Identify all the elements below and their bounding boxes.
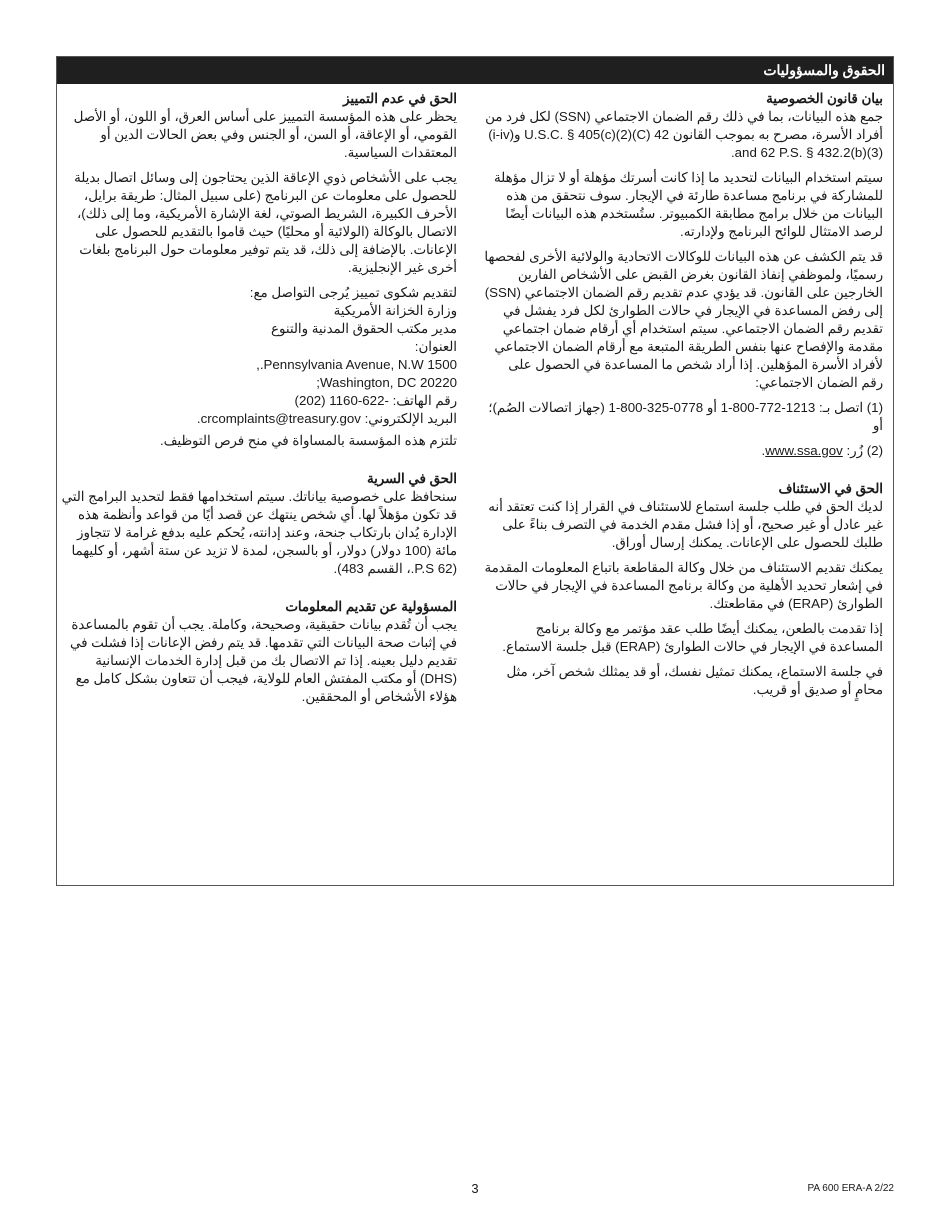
appeal-paragraph-2: يمكنك تقديم الاستئناف من خلال وكالة المقاطعة باتباع المعلومات المقدمة في إشعار تحديد الأهلية من وكالة برنامج المساعدة في الإيجار في حالات الطوارئ (ERAP) في مقاطعتك. [484,560,883,611]
privacy-paragraph-3: قد يتم الكشف عن هذه البيانات للوكالات الاتحادية والولائية الأخرى لفحصها رسميًا، ولموظفي إنفاذ القانون بغرض القبض على الأشخاص الفارين الخارجين على القانون. قد يؤدي عدم تقديم رقم الضمان الاجتماعي (SSN) إلى رفض المساعدة في الإيجار في حالات الطوارئ لكل فرد يفشل في تقديم رقم الضمان الاجتماعي. سيتم استخدام أي أرقام ضمان اجتماعي مقدمة والإفصاح عنها بنفس الطريقة المتبعة مع أرقام الضمان الاجتماعي لأفراد الأسرة المؤهلين. إذا أراد شخص ما المساعدة في الحصول على رقم الضمان الاجتماعي: [484,249,883,390]
right-column [483,90,883,706]
contact-office: مدير مكتب الحقوق المدنية والتنوع [271,321,457,336]
ssa-website-link[interactable]: www.ssa.gov [765,443,843,458]
rights-box [56,56,894,886]
page-number: 3 [471,1181,479,1196]
address-line-2: Washington, DC 20220; [316,375,457,390]
complaint-contact [59,284,457,428]
address-line-1: 1500 Pennsylvania Avenue, N.W., [256,357,457,372]
left-column [59,90,457,713]
nondiscrimination-paragraph-2: يجب على الأشخاص ذوي الإعاقة الذين يحتاجون إلى وسائل اتصال بديلة للحصول على معلومات عن البرنامج (على سبيل المثال: طريقة برايل، الأحرف الكبيرة، الشريط الصوتي، لغة الإشارة الأمريكية، وما إلى ذلك)، الاتصال بالوكالة (الولائية أو محليًا) حيث قاموا بالتقديم للحصول على الإعانات. بالإضافة إلى ذلك، قد يتم توفير معلومات حول البرنامج بلغات أخرى غير الإنجليزية. [74,170,457,275]
contact-organization: وزارة الخزانة الأمريكية [333,303,457,318]
section-title: الحقوق والمسؤوليات [57,57,893,84]
ssn-web-prefix: (2) زُر: [842,443,883,458]
nondiscrimination-paragraph-1: يحظر على هذه المؤسسة التمييز على أساس العرق، أو اللون، أو الأصل القومي، أو الإعاقة، أو السن، أو الجنس وفي بعض الحالات الدين أو المعتقدات السياسية. [73,109,457,160]
nondiscrimination-heading: الحق في عدم التمييز [343,91,457,106]
privacy-paragraph-1: جمع هذه البيانات، بما في ذلك رقم الضمان الاجتماعي (SSN) لكل فرد من أفراد الأسرة، مصرح به بموجب القانون 42 U.S.C. § 405(c)(2)(C) و(i-iv) and 62 P.S. § 432.2(b)(3). [485,109,883,160]
confidentiality-heading: الحق في السرية [366,471,457,486]
appeal-paragraph-4: في جلسة الاستماع، يمكنك تمثيل نفسك، أو قد يمثلك شخص آخر، مثل محامٍ أو صديق أو قريب. [506,664,883,697]
confidentiality-paragraph: سنحافظ على خصوصية بياناتك. سيتم استخدامها فقط لتحديد البرامج التي قد تكون مؤهلاً لها. أي شخص ينتهك عن قصد أيًا من قواعد وأنظمة هذه الإدارة يُدان بارتكاب جنحة، وعند إدانته، يُحكم عليه بدفع غرامة لا تتجاوز مائة (100 دولار) دولار، أو بالسجن، لمدة لا تزيد عن ستة أشهر، أو كليهما (62 P.S.، القسم 483). [61,489,457,576]
form-identifier: PA 600 ERA-A 2/22 [807,1183,894,1194]
privacy-paragraph-2: سيتم استخدام البيانات لتحديد ما إذا كانت أسرتك مؤهلة أو لا تزال مؤهلة للمشاركة في برنامج مساعدة طارئة في الإيجار. سوف نتحقق من هذه البيانات من خلال برامج مطابقة الكمبيوتر. ستُستخدم هذه البيانات أيضًا لرصد الامتثال للوائح البرنامج ولإدارته. [494,170,883,239]
responsibility-heading: المسؤولية عن تقديم المعلومات [285,599,457,614]
responsibility-paragraph: يجب أن تُقدم بيانات حقيقية، وصحيحة، وكاملة. يجب أن تقوم بالمساعدة في إثبات صحة البيانات التي تقدمها. قد يتم رفض الإعانات إذا فشلت في تقديم دليل بعينه. إذا تم الاتصال بك من قبل إدارة الخدمات الإنسانية (DHS) أو مكتب المفتش العام للولاية، فيجب أن تتعاون بشكل كامل مع هؤلاء الأشخاص أو المحققين. [69,617,457,704]
ssn-web-suffix: . [761,443,766,458]
privacy-heading: بيان قانون الخصوصية [766,91,883,106]
ssn-web-option [483,442,883,460]
equal-opportunity-statement: تلتزم هذه المؤسسة بالمساواة في منح فرص التوظيف. [159,433,457,448]
contact-intro: لتقديم شكوى تمييز يُرجى التواصل مع: [249,285,457,300]
appeal-paragraph-1: لديك الحق في طلب جلسة استماع للاستئناف في القرار إذا كنت تعتقد أنه غير عادل أو غير صحيح، أو إذا فشل مقدم الخدمة في التصرف بناءً على طلبك للحصول على الإعانات. يمكنك إرسال أوراق. [488,499,883,550]
appeal-paragraph-3: إذا تقدمت بالطعن، يمكنك أيضًا طلب عقد مؤتمر مع وكالة برنامج المساعدة في الإيجار في حالات الطوارئ (ERAP) قبل جلسة الاستماع. [502,621,883,654]
appeal-heading: الحق في الاستئناف [778,481,883,496]
address-label: العنوان: [414,339,457,354]
email-address: البريد الإلكتروني: crcomplaints@treasury.gov. [196,411,457,426]
phone-number: رقم الهاتف: -622-1160 (202) [294,393,457,408]
ssn-phone-option: (1) اتصل بـ: 1213-772-800-1 أو 0778-325-800-1 (جهاز اتصالات الصُم)؛ أو [488,400,883,433]
